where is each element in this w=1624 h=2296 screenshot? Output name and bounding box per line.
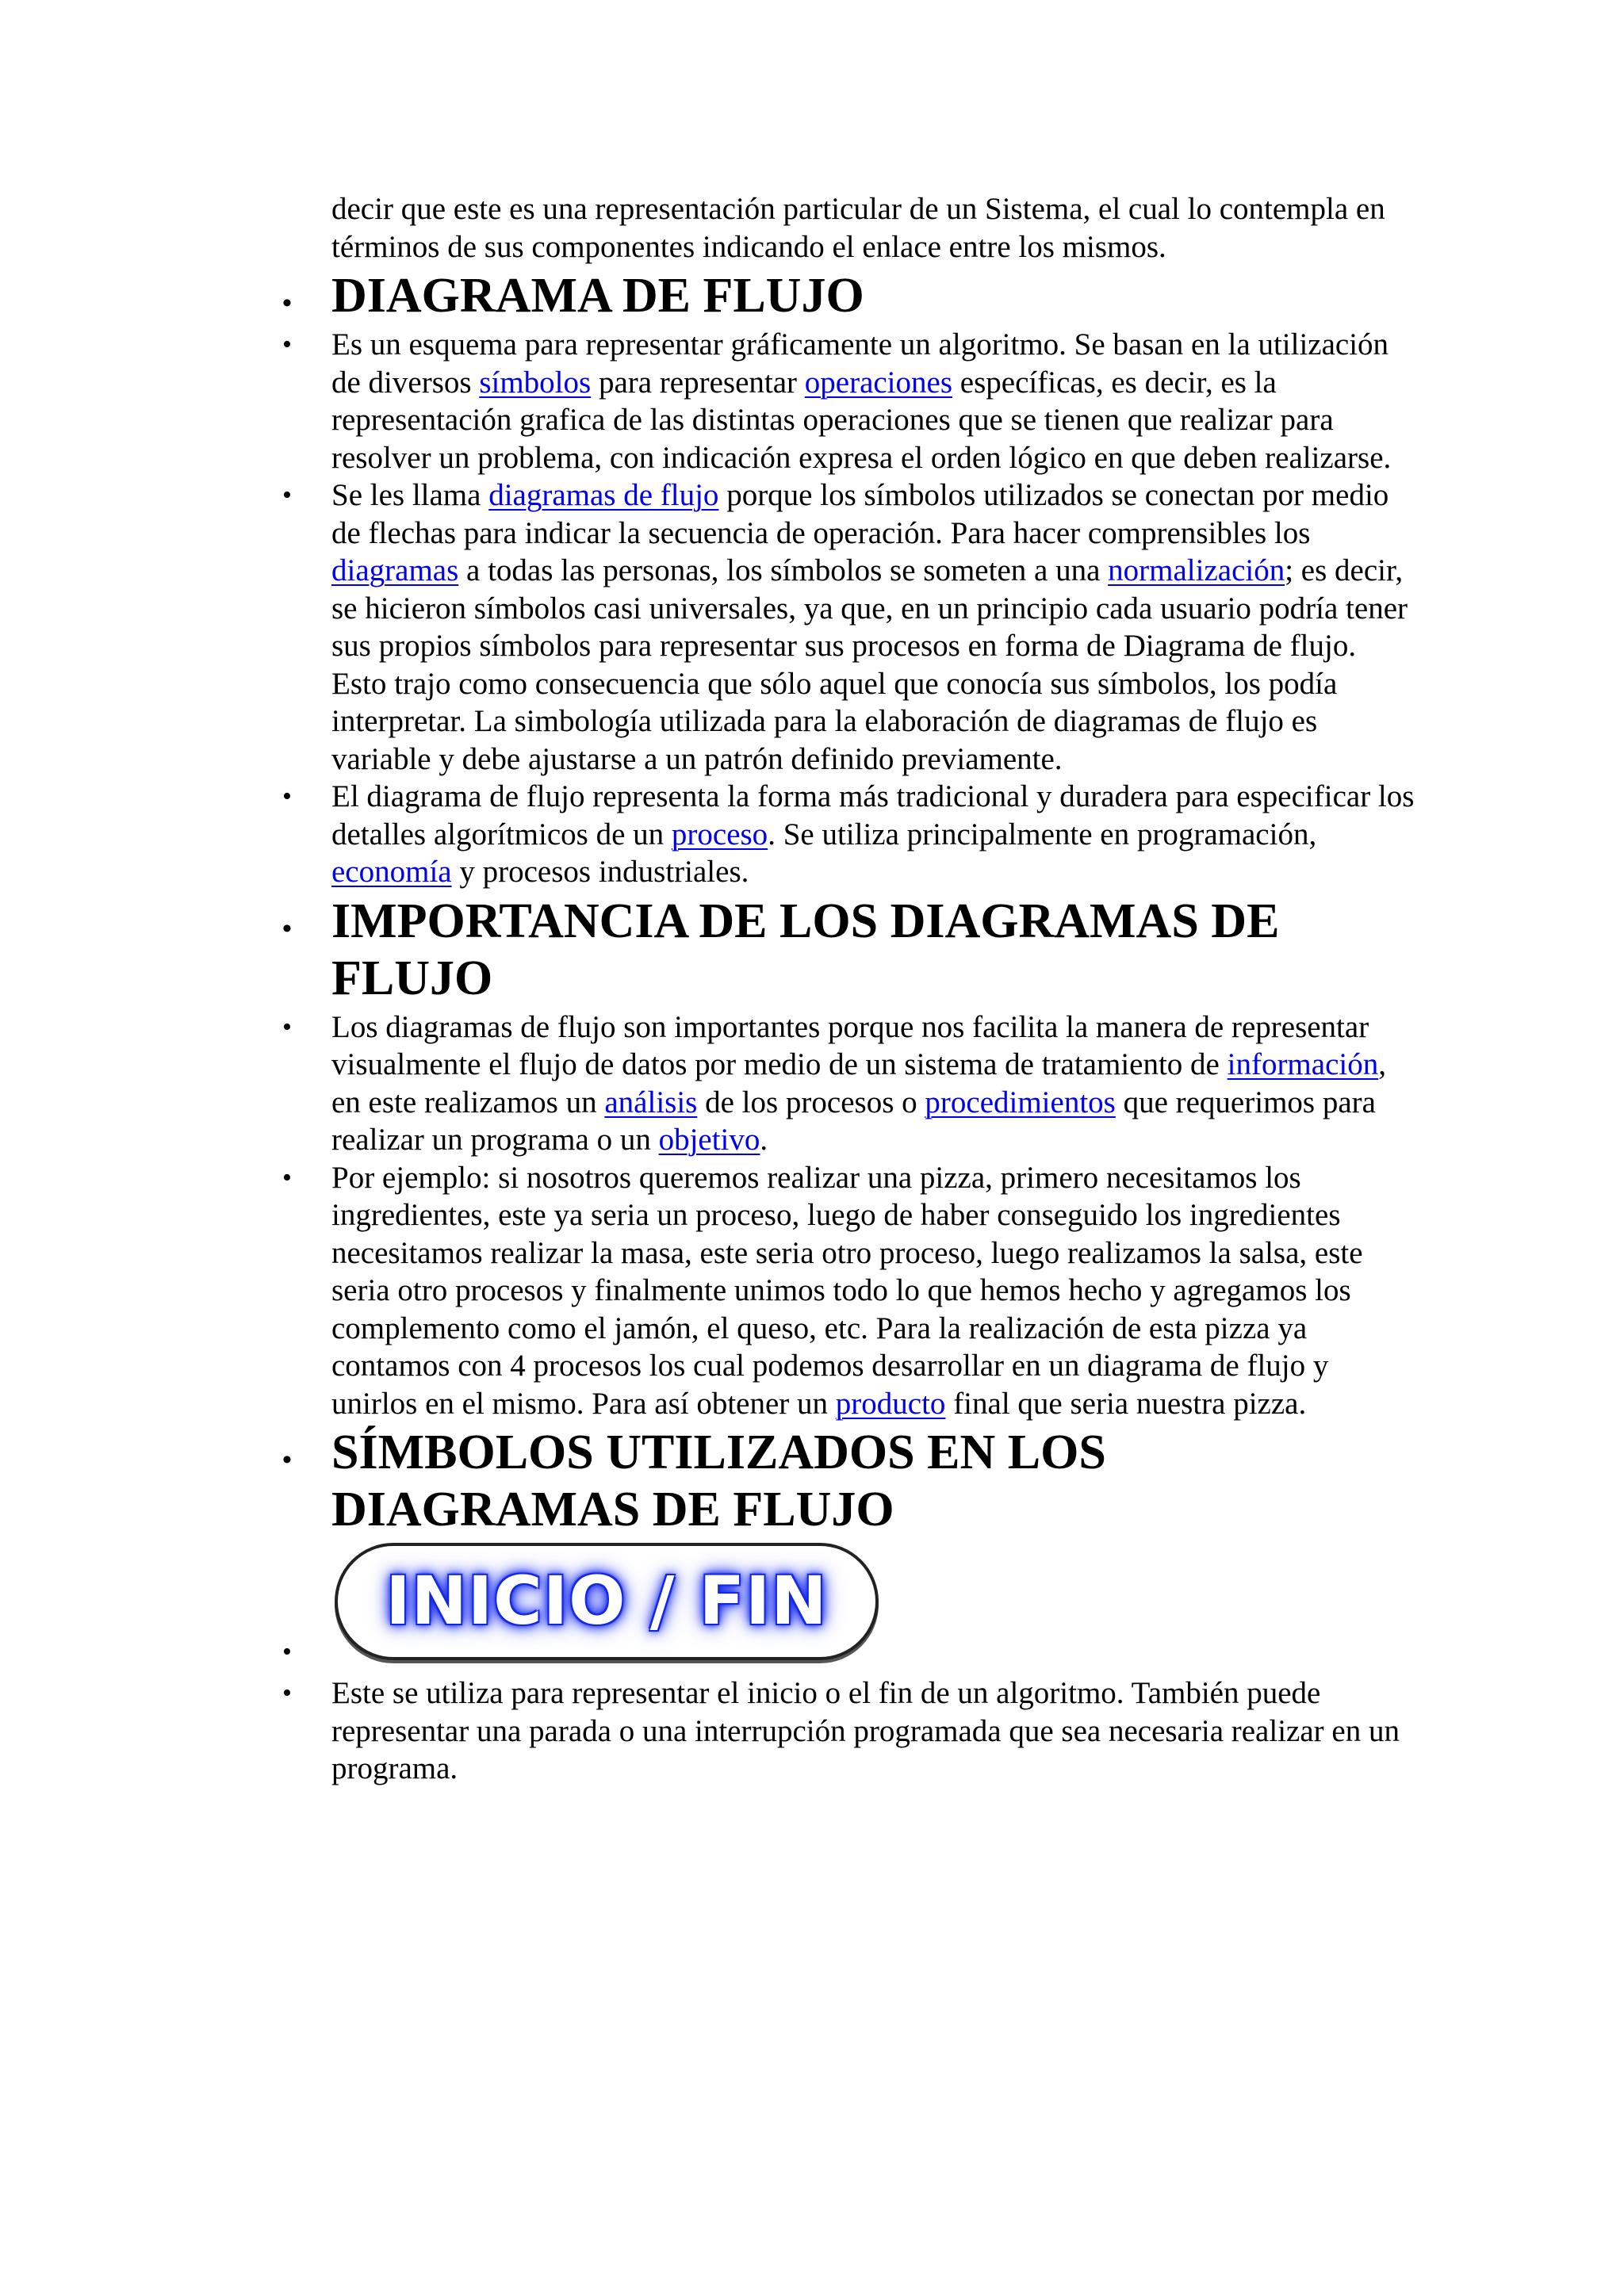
list-item xyxy=(282,778,1415,891)
item-text: . xyxy=(760,1123,768,1157)
intro-text: decir que este es una representación particular de un Sistema, el cual lo contempla en términos de sus componentes indicando el enlace entre los mismos. xyxy=(331,192,1385,264)
heading-simbolos xyxy=(282,1424,1415,1538)
bullet: • xyxy=(282,1637,292,1667)
link-objetivo[interactable]: objetivo xyxy=(658,1123,760,1157)
list-item xyxy=(282,476,1415,778)
item-text: Se les llama xyxy=(331,478,489,512)
link-normalizacion[interactable]: normalización xyxy=(1108,553,1285,587)
item-text: , en este realizamos un xyxy=(331,1047,1386,1119)
item-text: Es un esquema para representar gráficamente un algoritmo. Se basan en la utilización de diversos xyxy=(331,327,1389,400)
list-item xyxy=(282,1674,1415,1788)
item-text: de los procesos o xyxy=(697,1085,925,1119)
list-item-image xyxy=(282,1540,1415,1674)
item-text: Por ejemplo: si nosotros queremos realizar una pizza, primero necesitamos los ingredientes, este ya seria un proceso, luego de haber conseguido los ingredientes necesitamos realizar la masa, este seria otro proceso, luego realizamos la salsa, este seria otro procesos y finalmente unimos todo lo que hemos hecho y agregamos los complemento como el jamón, el queso, etc. Para la realización de esta pizza ya contamos con 4 procesos los cual podemos desarrollar en un diagrama de flujo y unirlos en el mismo. Para así obtener un xyxy=(331,1160,1363,1421)
item-text: El diagrama de flujo representa la forma más tradicional y duradera para especificar los detalles algorítmicos de un xyxy=(331,779,1415,851)
heading-text: DIAGRAMA DE FLUJO xyxy=(331,269,864,323)
item-text: porque los símbolos utilizados se conectan por medio de flechas para indicar la secuencia de operación. Para hacer comprensibles los xyxy=(331,478,1389,550)
bullet: • xyxy=(282,289,292,318)
link-diagramas-de-flujo[interactable]: diagramas de flujo xyxy=(488,478,719,512)
bullet: • xyxy=(282,480,292,510)
bullet: • xyxy=(282,1678,292,1708)
link-informacion[interactable]: información xyxy=(1227,1047,1379,1081)
bullet: • xyxy=(282,913,292,943)
bullet: • xyxy=(282,1012,292,1042)
bullet: • xyxy=(282,1445,292,1475)
link-producto[interactable]: producto xyxy=(835,1386,946,1421)
bullet: • xyxy=(282,782,292,811)
item-text: Este se utiliza para representar el inicio o el fin de un algoritmo. También puede representar una parada o una interrupción programada que sea necesaria realizar en un programa. xyxy=(331,1676,1400,1785)
item-text: ; es decir, se hicieron símbolos casi universales, ya que, en un principio cada usuario podría tener sus propios símbolos para representar sus procesos en forma de Diagrama de flujo. Esto trajo como consecuencia que sólo aquel que conocía sus símbolos, los podía interpretar. La simbología utilizada para la elaboración de diagramas de flujo es variable y debe ajustarse a un patrón definido previamente. xyxy=(331,553,1408,776)
link-simbolos[interactable]: símbolos xyxy=(479,365,592,400)
intro-paragraph xyxy=(289,190,1415,266)
item-text: específicas, es decir, es la representación grafica de las distintas operaciones que se tienen que realizar para resolver un problema, con indicación expresa el orden lógico en que deben realizarse. xyxy=(331,365,1392,475)
list-item xyxy=(282,326,1415,476)
link-operaciones[interactable]: operaciones xyxy=(804,365,953,400)
heading-diagrama-de-flujo xyxy=(282,267,1415,324)
item-text: final que seria nuestra pizza. xyxy=(945,1386,1307,1421)
inicio-fin-label: INICIO / FIN xyxy=(385,1562,828,1640)
item-text: que requerimos para realizar un programa o un xyxy=(331,1085,1376,1157)
document-body xyxy=(282,190,1415,1788)
item-text: para representar xyxy=(591,365,805,400)
link-proceso[interactable]: proceso xyxy=(671,817,768,851)
link-procedimientos[interactable]: procedimientos xyxy=(925,1085,1116,1119)
link-economia[interactable]: economía xyxy=(331,855,452,889)
item-text: y procesos industriales. xyxy=(451,855,749,889)
list-item xyxy=(282,1159,1415,1423)
bullet: • xyxy=(282,1162,292,1192)
bullet: • xyxy=(282,330,292,359)
item-text: . Se utiliza principalmente en programación, xyxy=(768,817,1317,851)
heading-importancia xyxy=(282,893,1415,1007)
link-diagramas[interactable]: diagramas xyxy=(331,553,459,587)
heading-text: IMPORTANCIA DE LOS DIAGRAMAS DE FLUJO xyxy=(331,894,1280,1005)
list-item xyxy=(282,1008,1415,1159)
heading-text: SÍMBOLOS UTILIZADOS EN LOS DIAGRAMAS DE FLUJO xyxy=(331,1425,1106,1536)
item-text: a todas las personas, los símbolos se someten a una xyxy=(458,553,1109,587)
link-analisis[interactable]: análisis xyxy=(604,1085,698,1119)
inicio-fin-terminal-symbol xyxy=(335,1543,879,1660)
item-text: Los diagramas de flujo son importantes porque nos facilita la manera de representar visualmente el flujo de datos por medio de un sistema de tratamiento de xyxy=(331,1009,1369,1081)
